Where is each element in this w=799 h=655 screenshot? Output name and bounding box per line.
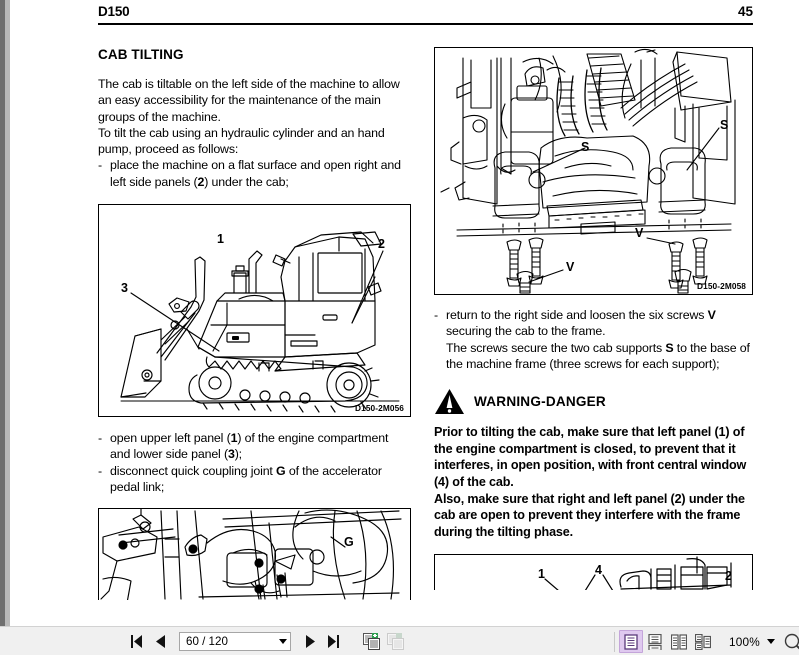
step-text-post: );: [234, 447, 242, 462]
warning-label: WARNING-DANGER: [474, 394, 606, 410]
intro-paragraph-2: To tilt the cab using an hydraulic cylinder and an hand pump, proceed as follows:: [98, 125, 385, 157]
list-item: [98, 430, 411, 463]
viewer-toolbar: [0, 626, 799, 655]
list-item: [98, 157, 411, 190]
step-text-pre: return to the right side and loosen the six screws: [446, 308, 708, 322]
step-text-post: of the accelerator pedal link;: [110, 463, 382, 494]
list-item: [434, 307, 753, 372]
figure-callout-s-right: S: [720, 118, 729, 132]
figure-callout-3: 3: [121, 281, 128, 296]
page-number: 45: [737, 4, 753, 19]
remove-page-button[interactable]: [384, 630, 408, 653]
two-page-continuous-view-button[interactable]: [691, 630, 715, 653]
dash-bullet: -: [434, 308, 438, 322]
step-ref: G: [276, 463, 286, 478]
toolbar-navigation-group: [124, 627, 408, 655]
figure-cab-supports: [434, 47, 753, 295]
continuous-scroll-view-icon: [648, 634, 662, 650]
last-page-button[interactable]: [322, 630, 346, 653]
next-page-icon: [305, 635, 316, 648]
step-text-pre: open upper left panel (: [110, 431, 231, 446]
zoom-chevron-down-icon[interactable]: [767, 639, 775, 644]
figure-callout-v-right: V: [635, 226, 644, 240]
step-continuation: [446, 340, 753, 373]
previous-page-button[interactable]: [148, 630, 172, 653]
toolbar-separator: [614, 632, 615, 652]
header-rule: [98, 23, 753, 25]
cont-ref: S: [665, 340, 674, 355]
steps-list-before-figure: [98, 157, 411, 190]
page-number-input[interactable]: [179, 632, 291, 651]
figure-callout-s-left: S: [581, 140, 590, 154]
two-page-view-button[interactable]: [667, 630, 691, 653]
insert-page-button[interactable]: [360, 630, 384, 653]
two-page-view-icon: [671, 634, 687, 650]
step-ref-a: 1: [230, 431, 238, 446]
section-title: CAB TILTING: [98, 47, 184, 62]
figure-callout-4: 4: [595, 563, 602, 578]
cont-text-pre: The screws secure the two cab supports: [446, 340, 666, 355]
pdf-page: [10, 0, 799, 626]
insert-page-icon: [363, 633, 381, 650]
first-page-icon: [129, 635, 143, 648]
toolbar-view-group: [610, 627, 799, 655]
step-text-pre: disconnect quick coupling joint: [110, 463, 277, 478]
zoom-magnifier-icon[interactable]: [783, 633, 799, 651]
step-text-mid: ) of the engine compartment and lower side panel (: [110, 431, 389, 462]
warning-header: [434, 388, 753, 415]
figure-bulldozer-side-view: [98, 204, 411, 417]
page-header: [98, 4, 753, 26]
figure-callout-1: 1: [217, 232, 224, 247]
last-page-icon: [327, 635, 341, 648]
single-page-view-button[interactable]: [619, 630, 643, 653]
right-column: [434, 47, 753, 590]
list-item: [98, 463, 411, 496]
figure-caption: D150-2M058: [697, 281, 746, 291]
warning-paragraph-2: Also, make sure that right and left panel (2) under the cab are open to prevent they interfere with the frame during the tilting phase.: [434, 491, 745, 539]
next-page-button[interactable]: [298, 630, 322, 653]
remove-page-icon: [387, 633, 405, 650]
step-ref-b: 3: [227, 447, 235, 462]
document-id: D150: [98, 4, 130, 19]
warning-paragraph-1: Prior to tilting the cab, make sure that left panel (1) of the engine compartment is closed, to prevent that it interferes, in open position, with front central window (4) of the cab.: [434, 425, 747, 489]
magnifier-icon-glyph: [783, 633, 799, 651]
warning-triangle-icon: [434, 388, 465, 415]
dash-bullet: -: [98, 431, 102, 446]
bulldozer-line-drawing: [99, 205, 410, 416]
step-text-pre: place the machine on a flat surface and open right and left side panels (: [110, 158, 401, 189]
cab-front-line-drawing: [435, 555, 752, 590]
previous-page-icon: [155, 635, 166, 648]
figure-cab-front-panels: [434, 554, 753, 590]
dash-bullet: -: [98, 463, 102, 478]
step-ref: V: [707, 308, 716, 322]
figure-accelerator-joint: [98, 508, 411, 600]
left-column: [98, 47, 411, 600]
cont-text-post: to the base of the machine frame (three screws for each support);: [446, 340, 750, 371]
figure-callout-2: 2: [725, 569, 732, 584]
zoom-level-value: 100%: [729, 634, 760, 649]
step-text-post: securing the cab to the frame.: [446, 324, 606, 339]
figure-callout-2: 2: [378, 237, 385, 252]
figure-callout-1: 1: [538, 567, 545, 582]
single-page-view-icon: [624, 634, 638, 650]
continuous-scroll-view-button[interactable]: [643, 630, 667, 653]
figure-caption: D150-2M056: [355, 403, 404, 414]
steps-list-after-figure: [98, 430, 411, 495]
cab-support-screws-line-drawing: [435, 48, 752, 294]
figure-callout-g: G: [344, 535, 354, 550]
chevron-down-icon[interactable]: [279, 639, 287, 644]
step-ref: 2: [197, 174, 205, 189]
dash-bullet: -: [98, 158, 102, 173]
page-number-value: 60 / 120: [186, 635, 228, 648]
two-page-continuous-view-icon: [695, 634, 711, 650]
accelerator-linkage-line-drawing: [99, 509, 410, 600]
intro-paragraph-1: The cab is tiltable on the left side of the machine to allow an easy accessibility for the maintenance of the main groups of the machine.: [98, 77, 400, 124]
first-page-button[interactable]: [124, 630, 148, 653]
right-steps-list: [434, 307, 753, 372]
step-text-post: ) under the cab;: [204, 174, 289, 189]
figure-callout-v-left: V: [566, 260, 575, 274]
